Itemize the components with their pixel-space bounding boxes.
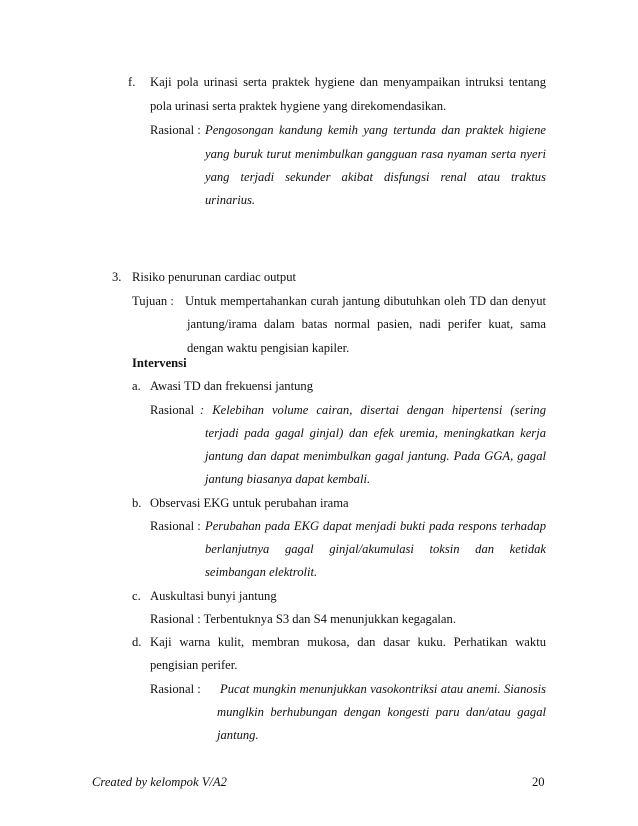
item-a-text: Awasi TD dan frekuensi jantung bbox=[150, 379, 313, 393]
item-c-rasional: Rasional : Terbentuknya S3 dan S4 menunjukkan kegagalan. bbox=[150, 612, 456, 626]
item-3-title: Risiko penurunan cardiac output bbox=[132, 270, 297, 284]
item-c-text: Auskultasi bunyi jantung bbox=[150, 589, 277, 603]
item-d-rasional-line-1: Pucat mungkin menunjukkan vasokontriksi atau anemi. Sianosis bbox=[220, 682, 546, 696]
item-a-rasional-line-4: jantung biasanya dapat kembali. bbox=[205, 472, 371, 486]
item-f-line-1: Kaji pola urinasi serta praktek hygiene dan menyampaikan intruksi tentang bbox=[150, 75, 546, 89]
intervensi-heading: Intervensi bbox=[132, 356, 187, 370]
item-d-marker: d. bbox=[132, 635, 142, 649]
item-d-rasional-line-2: munglkin berhubungan dengan kongesti paru dan/atau gagal bbox=[217, 705, 546, 719]
item-a-rasional-label: Rasional bbox=[150, 403, 195, 417]
item-f-rasional-line-1: Pengosongan kandung kemih yang tertunda dan praktek higiene bbox=[205, 123, 546, 137]
item-f-marker: f. bbox=[128, 75, 136, 89]
item-3-marker: 3. bbox=[112, 270, 122, 284]
tujuan-line-2: jantung/irama dalam batas normal pasien, nadi perifer kuat, sama bbox=[187, 317, 546, 331]
tujuan-line-3: dengan waktu pengisian kapiler. bbox=[187, 341, 350, 355]
item-f-rasional-line-3: yang terjadi sekunder akibat disfungsi renal atau traktus bbox=[205, 170, 546, 184]
item-d-line-1: Kaji warna kulit, membran mukosa, dan dasar kuku. Perhatikan waktu bbox=[150, 635, 546, 649]
item-b-rasional-line-1: Perubahan pada EKG dapat menjadi bukti pada respons terhadap bbox=[205, 519, 546, 533]
item-b-marker: b. bbox=[132, 496, 142, 510]
item-d-line-2: pengisian perifer. bbox=[150, 658, 238, 672]
item-f-line-2: pola urinasi serta praktek hygiene yang direkomendasikan. bbox=[150, 99, 447, 113]
item-b-rasional-label: Rasional : bbox=[150, 519, 201, 533]
item-d-rasional-label: Rasional : bbox=[150, 682, 201, 696]
item-a-rasional-line-1: : Kelebihan volume cairan, disertai dengan hipertensi (sering bbox=[200, 403, 546, 417]
page-number: 20 bbox=[532, 775, 545, 789]
item-a-marker: a. bbox=[132, 379, 141, 393]
item-b-text: Observasi EKG untuk perubahan irama bbox=[150, 496, 349, 510]
tujuan-label: Tujuan : bbox=[132, 294, 174, 308]
item-f-rasional-line-2: yang buruk turut menimbulkan gangguan rasa nyaman serta nyeri bbox=[205, 147, 546, 161]
item-b-rasional-line-3: seimbangan elektrolit. bbox=[205, 565, 318, 579]
item-f-rasional-label: Rasional : bbox=[150, 123, 201, 137]
item-c-marker: c. bbox=[132, 589, 141, 603]
tujuan-line-1: Untuk mempertahankan curah jantung dibutuhkan oleh TD dan denyut bbox=[185, 294, 546, 308]
item-b-rasional-line-2: berlanjutnya gagal ginjal/akumulasi toksin dan ketidak bbox=[205, 542, 546, 556]
item-d-rasional-line-3: jantung. bbox=[217, 728, 259, 742]
item-f-rasional-line-4: urinarius. bbox=[205, 193, 256, 207]
item-a-rasional-line-2: terjadi pada gagal ginjal) dan efek uremia, meningkatkan kerja bbox=[205, 426, 546, 440]
item-a-rasional-line-3: jantung dan dapat menimbulkan gagal jantung. Pada GGA, gagal bbox=[205, 449, 546, 463]
footer-credit: Created by kelompok V/A2 bbox=[92, 775, 227, 789]
